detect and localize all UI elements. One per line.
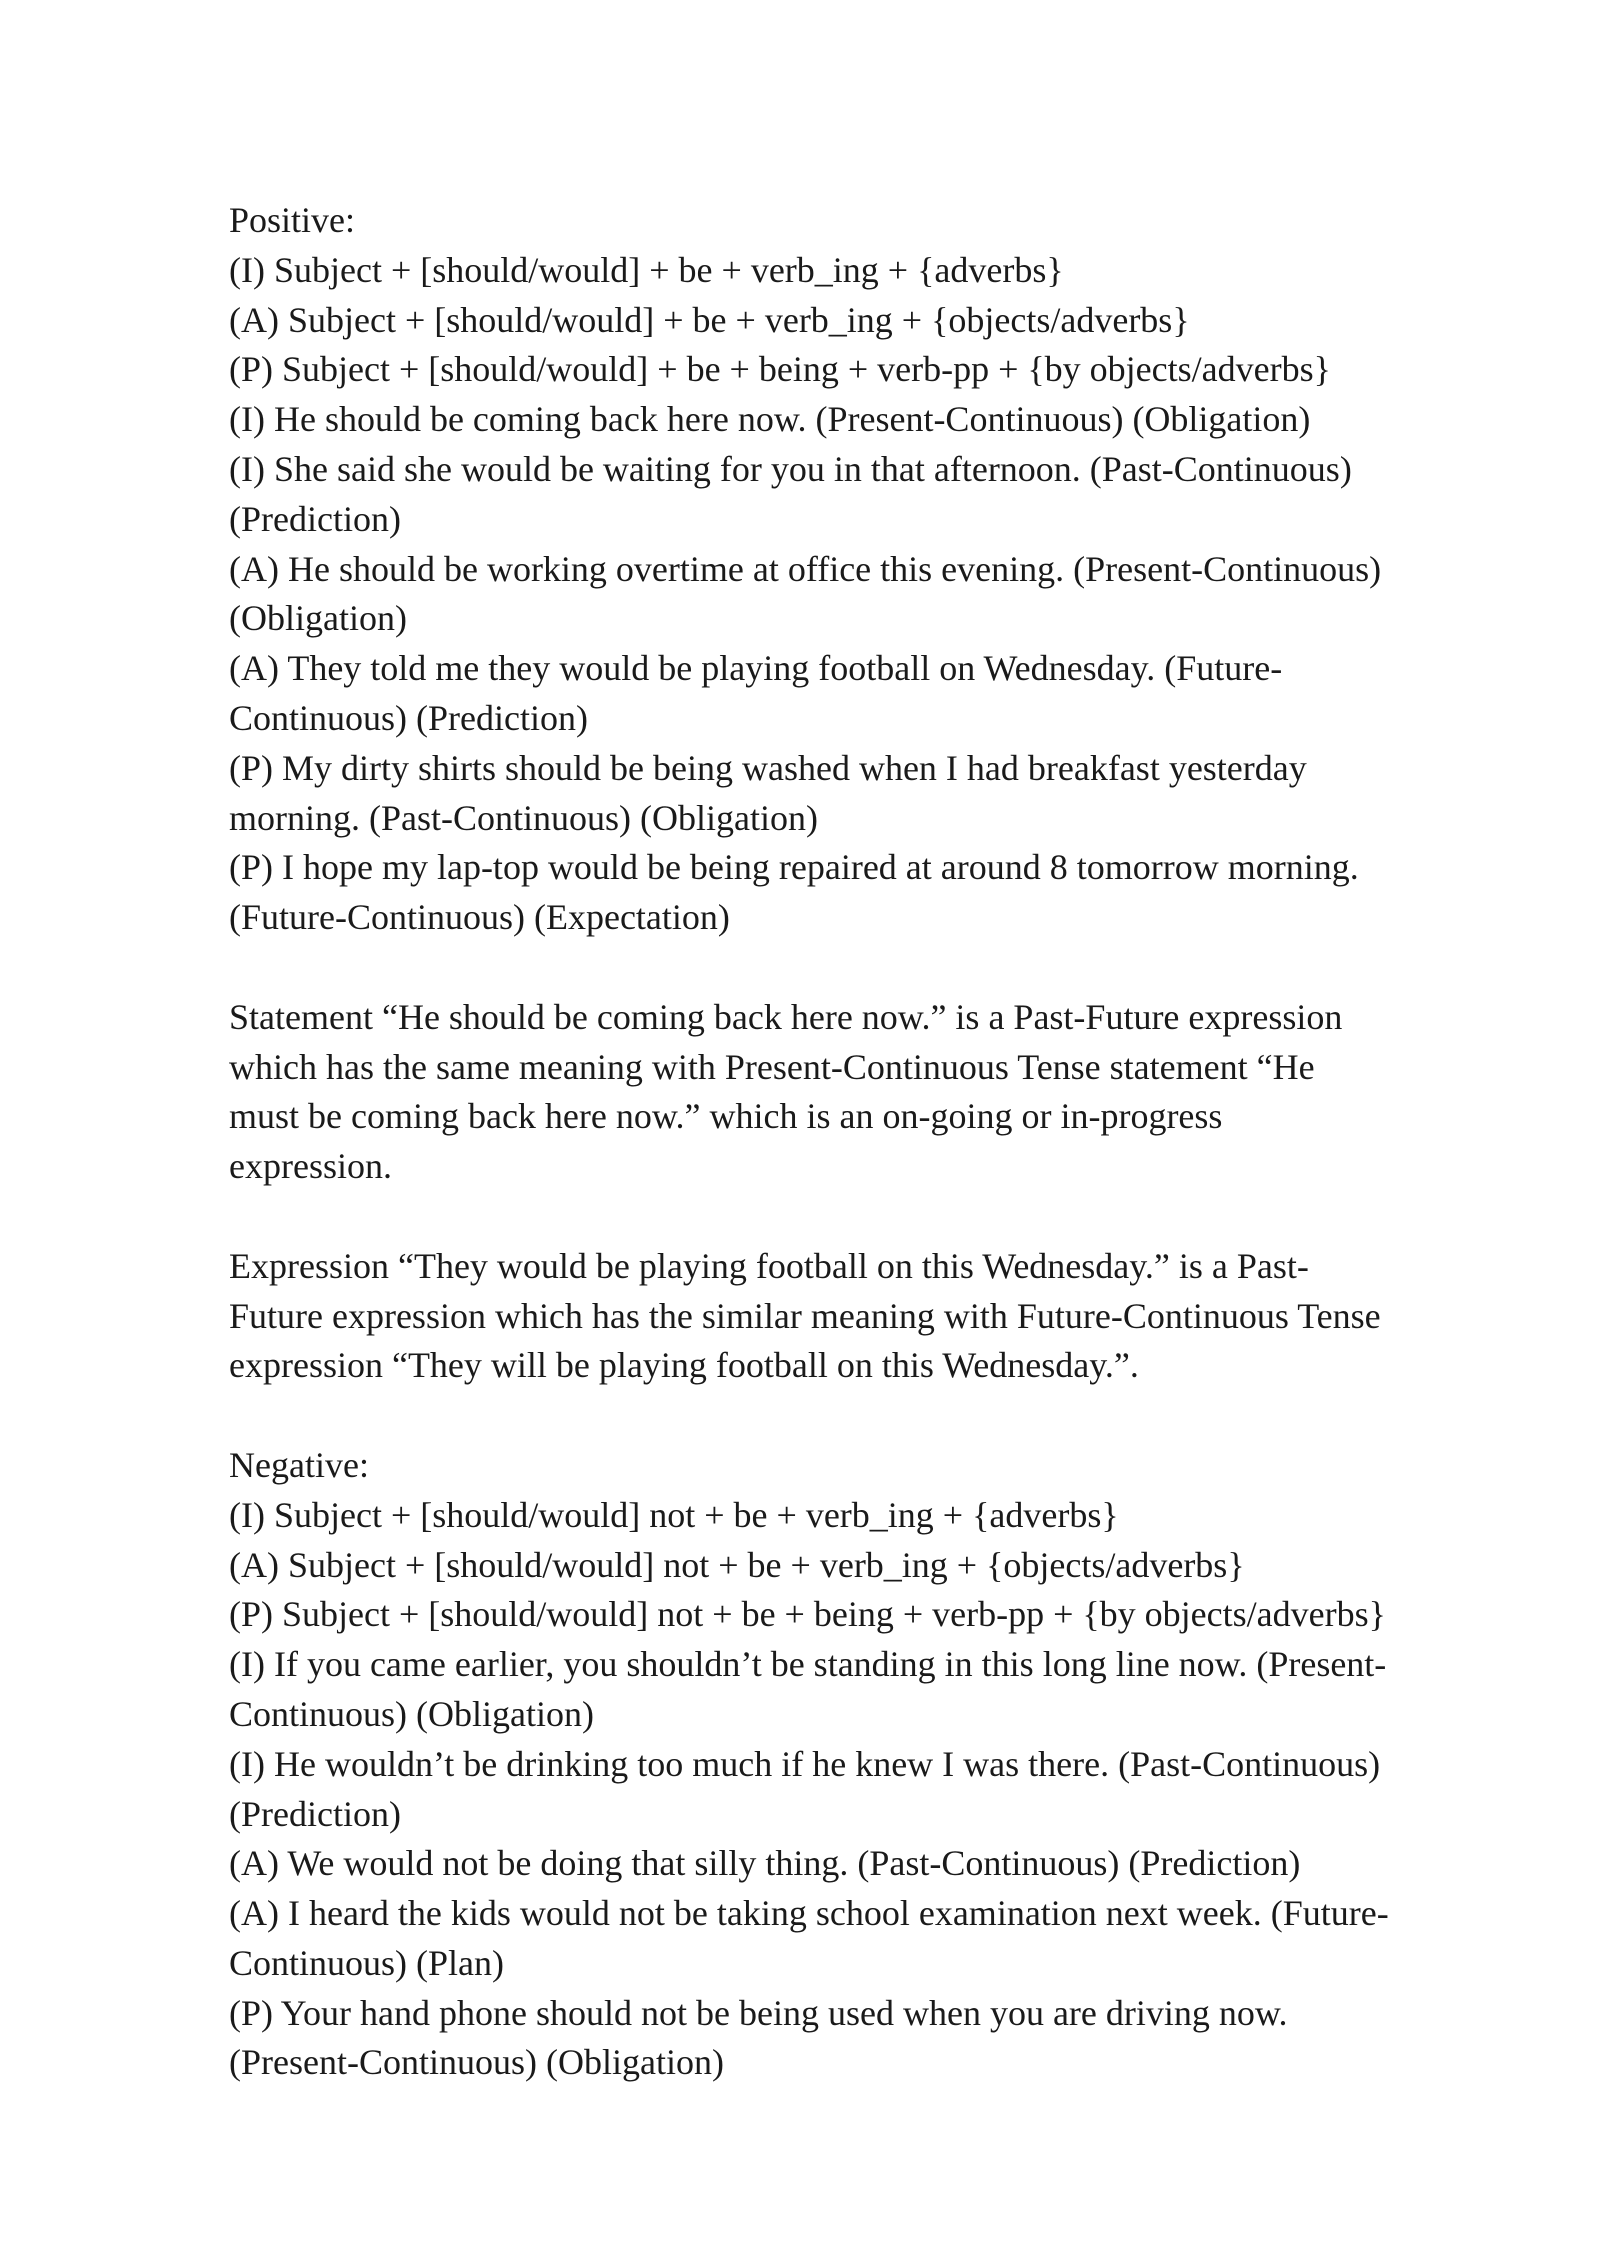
negative-line: (A) I heard the kids would not be taking school examination next week. (Future- <box>229 1893 1389 1934</box>
negative-heading: Negative: <box>229 1444 369 1485</box>
negative-line: (P) Your hand phone should not be being used when you are driving now. <box>229 1992 1288 2033</box>
negative-line: (I) If you came earlier, you shouldn’t be standing in this long line now. (Present- <box>229 1644 1387 1685</box>
positive-line: (Future-Continuous) (Expectation) <box>229 897 730 938</box>
paragraph-line: expression. <box>229 1146 392 1187</box>
positive-line: morning. (Past-Continuous) (Obligation) <box>229 797 818 838</box>
paragraph-gap <box>229 943 1469 993</box>
negative-line: (A) We would not be doing that silly thing. (Past-Continuous) (Prediction) <box>229 1843 1301 1884</box>
positive-line: (P) Subject + [should/would] + be + being + verb-pp + {by objects/adverbs} <box>229 349 1331 390</box>
positive-line: (A) Subject + [should/would] + be + verb_ing + {objects/adverbs} <box>229 299 1190 340</box>
positive-line: (A) They told me they would be playing football on Wednesday. (Future- <box>229 648 1283 689</box>
paragraph-line: Statement “He should be coming back here now.” is a Past-Future expression <box>229 996 1343 1037</box>
negative-line: (I) Subject + [should/would] not + be + verb_ing + {adverbs} <box>229 1494 1119 1535</box>
positive-section <box>229 196 1469 943</box>
negative-line: (I) He wouldn’t be drinking too much if he knew I was there. (Past-Continuous) <box>229 1743 1381 1784</box>
negative-line: (A) Subject + [should/would] not + be + verb_ing + {objects/adverbs} <box>229 1544 1245 1585</box>
paragraph-gap <box>229 1192 1469 1242</box>
paragraph-line: which has the same meaning with Present-Continuous Tense statement “He <box>229 1046 1315 1087</box>
negative-line: Continuous) (Obligation) <box>229 1693 594 1734</box>
positive-line: (Obligation) <box>229 598 407 639</box>
paragraph-line: expression “They will be playing football on this Wednesday.”. <box>229 1345 1139 1386</box>
negative-line: (Present-Continuous) (Obligation) <box>229 2042 724 2083</box>
negative-line: Continuous) (Plan) <box>229 1942 504 1983</box>
paragraph-expression <box>229 1242 1469 1391</box>
positive-heading: Positive: <box>229 200 356 240</box>
positive-line: (P) My dirty shirts should be being washed when I had breakfast yesterday <box>229 747 1307 788</box>
document-page <box>229 196 1469 2088</box>
positive-line: (I) She said she would be waiting for you in that afternoon. (Past-Continuous) <box>229 448 1352 489</box>
positive-line: (Prediction) <box>229 498 401 539</box>
paragraph-line: Expression “They would be playing football on this Wednesday.” is a Past- <box>229 1245 1309 1286</box>
positive-line: (I) Subject + [should/would] + be + verb_ing + {adverbs} <box>229 249 1064 290</box>
negative-line: (Prediction) <box>229 1793 401 1834</box>
positive-line: (A) He should be working overtime at office this evening. (Present-Continuous) <box>229 548 1382 589</box>
paragraph-statement <box>229 993 1469 1192</box>
paragraph-line: Future expression which has the similar meaning with Future-Continuous Tense <box>229 1295 1381 1336</box>
negative-section <box>229 1441 1469 2088</box>
positive-line: (I) He should be coming back here now. (Present-Continuous) (Obligation) <box>229 399 1311 440</box>
paragraph-gap <box>229 1391 1469 1441</box>
positive-line: Continuous) (Prediction) <box>229 697 588 738</box>
positive-line: (P) I hope my lap-top would be being repaired at around 8 tomorrow morning. <box>229 847 1359 888</box>
negative-line: (P) Subject + [should/would] not + be + being + verb-pp + {by objects/adverbs} <box>229 1594 1386 1635</box>
paragraph-line: must be coming back here now.” which is an on-going or in-progress <box>229 1096 1223 1137</box>
